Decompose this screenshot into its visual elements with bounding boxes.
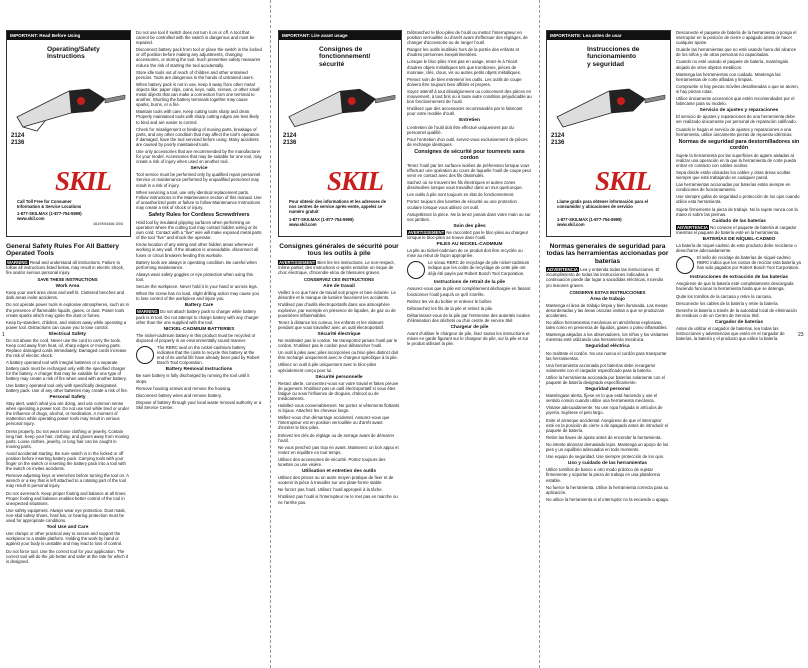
- english-screw-1: Know location of any wiring and other hidden areas whenever working in any wall. If the situation is unavoidable, disconnect all fuses or circuit breakers feeding this worksite.: [136, 242, 259, 258]
- spanish-page: [546, 30, 802, 660]
- spanish-personal-5: Use equipo de seguridad. Use siempre protección de los ojos.: [546, 454, 665, 460]
- french-screw-2: Les outils à pile sont toujours en état de fonctionnement.: [407, 192, 515, 198]
- french-personal-5: Utilisez des accessoires de sécurité. Portez toujours des lunettes ou une visière.: [278, 456, 386, 467]
- french-models: 2124 2136: [283, 133, 297, 146]
- spanish-tool-3: Desconecte el paquete de batería de la herramienta o ponga el interruptor en la posición de cierre o apagado antes de hacer cualquier ajuste.: [676, 30, 797, 46]
- french-h-battery: Soin des piles: [453, 223, 486, 229]
- rbrc-seal-icon: [136, 346, 154, 364]
- english-removal-2: Disconnect battery wires and remove battery.: [136, 392, 222, 398]
- screwdriver-tool-icon: [9, 77, 129, 133]
- french-page: [278, 30, 532, 660]
- spanish-tool-6: Mantenga las herramientas con cuidado. Mantenga las herramientas de corte afiladas y limpias.: [676, 71, 781, 82]
- english-page: [6, 30, 262, 660]
- english-personal-4: Do not overreach. Keep proper footing and balance at all times. Proper footing and balance enables better control of the tool in unexpected situations.: [6, 490, 127, 506]
- spanish-tool-7: Compruebe si hay piezas móviles desalineadas o que se atoren, si hay piezas rotas.: [676, 83, 800, 94]
- french-tool-3: Débranchez le bloc-piles de l'outil ou mettez l'interrupteur en position verrouillée ou d'arrêt avant d'effectuer des réglages, de changer d'accessoire ou de ranger l'outil.: [407, 30, 528, 46]
- english-phone: 1-877-SKILMAX (1-877-754-5999) www.skil.com: [17, 211, 82, 221]
- english-tool-7: Check for misalignment or binding of moving parts, breakage of parts, and any other condition that may affect the tool's operation. If damaged, have the tool serviced before using. Many accidents are caused by poorly maintained tools.: [136, 126, 261, 147]
- spanish-tool-8: Utilice únicamente accesorios que estén recomendados por el fabricante para su modelo.: [676, 96, 795, 107]
- page-number-right: 23: [798, 332, 804, 338]
- french-nicad-text: La pile au nickel-cadmium de ce produit doit être recyclée ou mise au rebut de façon appropriée.: [407, 248, 523, 259]
- french-tool-6: Prenez soin de bien entretenir les outils. Les outils de coupe doivent être toujours bien affûtés et propres.: [407, 76, 522, 87]
- spanish-h-work: Área de trabajo: [590, 296, 625, 302]
- english-screw-3: Always wear safety goggles or eye protection when using this tool.: [136, 271, 254, 282]
- rbrc-seal-icon: [407, 261, 425, 279]
- spanish-models: 2124 2136: [551, 133, 565, 146]
- english-elec-2: Use battery operated tool only with specifically designated battery pack. Use of any other batteries may create a risk of fire.: [6, 382, 129, 393]
- spanish-screw-2: Las herramientas accionadas por baterías están siempre en condiciones de funcionamiento.: [676, 182, 791, 193]
- english-removal-0: Be sure battery is fully discharged by running the tool until it stops.: [136, 373, 250, 384]
- french-removal-1: Retirez les vis du boîtier et enlevez le boîtier.: [407, 298, 493, 304]
- spanish-phone: 1-877-SKILMAX (1-877-754-5999) www.skil.com: [557, 217, 622, 227]
- french-banner: IMPORTANT: Lire avant usage: [279, 31, 401, 40]
- spanish-battery-warning: No conecte el paquete de batería al cargador mientras el paquete de batería esté en la herramienta.: [676, 224, 797, 235]
- spanish-personal-3: Retire las llaves de ajuste antes de encender la herramienta.: [546, 434, 662, 440]
- english-service-0: Tool service must be performed only by qualified repair personnel. Service or maintenance performed by unqualified personnel may result in a risk of injury.: [136, 172, 262, 188]
- spanish-elec-0: No maltrate el cordón. No use nunca el cordón para transportar las herramientas.: [546, 350, 667, 361]
- spanish-removal-0: Asegúrese de que la batería esté completamente descargada haciendo funcionar la herramienta hasta que se detenga.: [676, 281, 794, 292]
- french-personal-3: Enlevez les clés de réglage ou de serrage avant de démarrer l'outil.: [278, 432, 395, 443]
- french-work-2: Tenez à distance les curieux, les enfants et les visiteurs pendant que vous travaillez avec un outil électroportatif.: [278, 319, 385, 330]
- spanish-warning-text: Lea y entienda todas las instrucciones. El incumplimiento de todas las instrucciones indicadas a continuación puede dar lugar a sacudidas eléctricas, incendio y/o lesiones graves.: [546, 267, 664, 288]
- english-h-service: Service: [190, 166, 208, 172]
- spanish-tool-4: Guarde las herramientas que no esté usando fuera del alcance de los niños y de otras personas no capacitadas.: [676, 47, 797, 58]
- english-tool-4: Store idle tools out of reach of children and other untrained persons. Tools are dangerous in the hands of untrained users.: [136, 69, 254, 80]
- english-h-removal: Battery Removal Instructions: [165, 367, 233, 373]
- english-tool-2: Do not use tool if switch does not turn it on or off. A tool that cannot be controlled with the switch is dangerous and must be repaired.: [136, 30, 255, 46]
- spanish-cover-title: Instrucciones de funcionamiento y seguridad: [587, 46, 640, 68]
- spanish-removal-3: Deseche la batería a través de la autoridad local de eliminación de residuos o de un Centro de Servicio Skil.: [676, 307, 797, 318]
- english-rbrc-text: The RBRC seal on the nickel-cadmium battery indicates that the costs to recycle this battery at the end of its useful life have already been paid by Robert Bosch Tool Corporation.: [157, 344, 260, 366]
- spanish-skil-logo: SKIL: [595, 166, 652, 196]
- spanish-rbrc-text: El sello de reciclaje de baterías de níquel-cadmio RBRC indica que los costos de reciclar esta batería ya han sido pagados por Robert Bosch Tool Corporation.: [697, 255, 801, 271]
- spanish-tool-5: Cuando no esté usando el paquete de batería, manténgalo alejado de otros objetos metálicos.: [676, 59, 789, 70]
- english-work-1: Do not operate power tools in explosive atmospheres, such as in the presence of flammable liquids, gases, or dust. Power tools create sparks which may ignite the dust or fumes.: [6, 302, 129, 318]
- french-warning-text: Bien lire les instructions. Le non-respect, même partiel, des instructions ci-après entraîne un risque de choc électrique, d'incendie et/ou de blessures graves.: [278, 259, 395, 275]
- french-tool-2: N'utilisez pas l'outil si l'interrupteur ne le met pas en marche ou ne l'arrête pas.: [278, 494, 398, 505]
- english-warning-text: Read and understand all instructions. Failure to follow all instructions listed below, may result in electric shock, fire and/or serious personal injury.: [6, 259, 124, 275]
- spanish-screw-0: Sujete la herramienta por las superficies de agarre aisladas al realizar una operación en la que la herramienta de corte pueda entrar en contacto con cables ocultos.: [676, 152, 796, 168]
- french-save: CONSERVEZ CES INSTRUCTIONS: [303, 277, 375, 283]
- english-h-elec: Electrical Safety: [48, 331, 87, 337]
- spanish-h-screwdriver: Normas de seguridad para destornilladores sin cordón: [678, 138, 800, 151]
- spanish-col-1: [546, 242, 669, 660]
- french-service-1: Pour l'entretien d'un outil, servez-vous exclusivement de pièces de rechange identiques.: [407, 136, 528, 147]
- french-call-free: Pour obtenir des informations et les adresses de nos centres de service après-vente, appelez ce numéro gratuit: [289, 199, 387, 214]
- fold-line-1: [270, 0, 271, 668]
- spanish-battery-warning-label: ADVERTENCIA: [677, 224, 709, 230]
- english-tool-1: Do not force tool. Use the correct tool for your application. The correct tool will do the job better and safer at the rate for which it is designed.: [6, 548, 129, 564]
- english-models: 2124 2136: [11, 133, 25, 146]
- english-screw-4: Secure the workpiece. Never hold it in your hand or across legs.: [136, 284, 258, 290]
- spanish-h-elec: Seguridad eléctrica: [585, 344, 630, 350]
- french-col-2: [407, 30, 532, 660]
- french-screw-1: Sachez où se trouvent les fils électriques et autres zones dissimulées lorsque vous travaillez dans un mur quelconque.: [407, 180, 523, 191]
- spanish-charge-text: Antes de utilizar el cargador de baterías, lea todas las instrucciones y advertencias que estén en el cargador de baterías, la batería y el producto que utilice la batería.: [676, 326, 785, 342]
- french-h-charge: Chargeur de pile: [450, 325, 489, 331]
- english-service-1: When servicing a tool, use only identical replacement parts. Follow instructions in the Maintenance section of this manual. Use of unauthorized parts or failure to follow Maintenance Instructions may create a risk of shock or injury.: [136, 189, 262, 210]
- french-nicad-title: PILES AU NICKEL-CADMIUM: [436, 242, 503, 248]
- french-personal-2: Méfiez-vous d'un démarrage accidentel. Assurez-vous que l'interrupteur est en position verrouillée ou d'arrêt avant d'insérer le bloc-piles.: [278, 415, 390, 431]
- french-h-tool: Utilisation et entretien des outils: [301, 469, 377, 475]
- english-work-0: Keep your work area clean and well lit. Cluttered benches and dark areas invite accidents.: [6, 290, 124, 301]
- french-removal-3: Débarrassez-vous de la pile par l'entremise des autorités locales d'élimination des déchets ou d'un centre de service Skil.: [407, 312, 530, 323]
- spanish-h-tool: Uso y cuidado de las herramientas: [567, 461, 648, 467]
- french-battery-warning-label: AVERTISSEMENT: [408, 229, 445, 235]
- english-h-work: Work Area: [55, 284, 80, 290]
- french-phone: 1-877-SKILMAX (1-877-754-5999) www.skil.com: [289, 217, 354, 227]
- english-tool-3: Disconnect battery pack from tool or place the switch in the locked or off position before making any adjustments, changing accessories, or storing the tool. Such preventive safety measures reduce the risk of starting the tool accidentally.: [136, 47, 262, 68]
- page-number-left: 1: [2, 332, 5, 338]
- french-elec-1: Un outil à piles avec piles incorporées ou bloc-piles distinct doit être rechargé uniquement avec le chargeur spécifique à la pile.: [278, 350, 399, 361]
- english-cover-title: Operating/Safety Instructions: [47, 46, 100, 61]
- french-removal-2: Débranchez les fils de la pile et retirez la pile.: [407, 305, 494, 311]
- spanish-removal-1: Quite los tornillos de la carcasa y retire la carcasa.: [676, 293, 773, 299]
- spanish-tool-0: Utilice tornillos de banco u otro modo práctico de sujetar firmemente y soportar la pieza de trabajo en una plataforma estable.: [546, 467, 660, 483]
- french-warning-label: AVERTISSEMENT: [279, 259, 316, 265]
- english-battery-warning-label: WARNING: [137, 309, 158, 315]
- french-service-0: L'entretien de l'outil doit être effectué uniquement par du personnel qualifié.: [407, 124, 514, 135]
- english-tool-8: Use only accessories that are recommended by the manufacturer for your model. Accessories that may be suitable for one tool, may create a risk of injury when used on another tool.: [136, 148, 262, 165]
- spanish-col-2: [676, 30, 802, 660]
- spanish-tool-2: No utilice la herramienta si el interruptor no la enciende o apaga.: [546, 496, 669, 502]
- english-battery-warning: Do not attach battery pack to charger while battery pack is in tool. Do not attempt to charge battery with any charger other than the one supplied with the tool.: [136, 309, 259, 325]
- spanish-elec-2: Utilice la herramienta accionada por baterías solamente con el paquete de batería designado específicamente.: [546, 374, 665, 385]
- french-tool-8: N'utilisez que des accessoires recommandés par le fabricant pour votre modèle d'outil.: [407, 106, 523, 117]
- spanish-save: CONSERVE ESTAS INSTRUCCIONES: [569, 289, 646, 295]
- english-screw-0: Hold tool by insulated gripping surfaces when performing an operation where the cutting tool may contact hidden wiring or its own cord. Contact with a "live" wire will make exposed metal parts of the tool "live" and shock the operator.: [136, 220, 262, 241]
- english-personal-1: Dress properly. Do not wear loose clothing or jewelry. Contain long hair. Keep your hair, clothing, and gloves away from moving parts. Loose clothes, jewelry, or long hair can be caught in moving parts.: [6, 428, 129, 449]
- english-elec-1: A battery operated tool with integral batteries or a separate battery pack must be recharged only with the specified charger for the battery. A charger that may be suitable for one type of battery may create a risk of fire when used with another battery.: [6, 360, 127, 381]
- french-personal-0: Restez alerte, concentrez-vous sur votre travail et faites preuve de jugement. N'utilisez pas un outil électroportatif si vous êtes fatigué ou sous l'influence de drogues, d'alcool ou de médicaments.: [278, 380, 399, 401]
- spanish-tool-1: No fuerce la herramienta. Utilice la herramienta correcta para su aplicación.: [546, 484, 669, 495]
- english-save: SAVE THESE INSTRUCTIONS: [37, 277, 98, 283]
- english-personal-3: Remove adjusting keys or wrenches before turning the tool on. A wrench or a key that is left attached to a rotating part of the tool may result in personal injury.: [6, 473, 129, 489]
- english-nicad-text: The nickel-cadmium battery in this product must be recycled or disposed of properly in an environmentally sound manner.: [136, 332, 256, 343]
- french-h-service: Entretien: [459, 118, 480, 124]
- spanish-personal-4: No intente alcanzar demasiado lejos. Mantenga un apoyo de los pies y un equilibrio adecuados en todo momento.: [546, 441, 669, 453]
- french-skil-logo: SKIL: [327, 166, 384, 196]
- spanish-call-free: Llame gratis para obtener información para el consumidor y ubicaciones de servicio: [557, 199, 648, 209]
- french-col-1: [278, 242, 400, 660]
- french-cover-title: Consignes de fonctionnement/ sécurité: [319, 46, 371, 68]
- english-tool-5: When battery pack is not in use, keep it away from other metal objects like: paper clips, coins, keys, nails, screws, or other small metal objects that can make a connection from one terminal to another. Shorting the battery terminals together may cause sparks, burns, or a fire.: [136, 81, 260, 108]
- french-cover: [278, 30, 402, 237]
- french-h-screwdriver: Consignes de sécurité pour tournevis sans cordon: [414, 148, 525, 161]
- french-battery-warning: Ne raccordez pas le bloc-piles au chargeur lorsque le bloc-piles se trouve dans l'outil.: [407, 229, 529, 240]
- spanish-personal-0: Manténgase alerta, fíjese en lo que está haciendo y use el sentido común cuando utilice una herramienta mecánica.: [546, 393, 658, 404]
- english-col-2: [136, 30, 262, 660]
- french-h-removal: Instructions de retrait de la pile: [433, 280, 506, 286]
- english-screw-5: When the screw has no load, slight drilling action may cause you to lose control of the workpiece and injure you.: [136, 291, 260, 302]
- spanish-section-title: Normas generales de seguridad para todas las herramientas accionadas por baterías: [546, 243, 669, 265]
- spanish-removal-2: Desconecte los cables de la batería y retire la batería.: [676, 300, 779, 306]
- spanish-h-charge: Cargador de baterías: [715, 319, 763, 325]
- english-tool-6: Maintain tools with care. Keep cutting tools sharp and clean. Properly maintained tools with sharp cutting edges are less likely to bind and are easier to control.: [136, 109, 260, 125]
- screwdriver-tool-icon: [549, 77, 669, 133]
- english-h-tool: Tool Use and Care: [46, 525, 89, 531]
- spanish-screw-1: Sepa dónde están ubicados los cables y otras áreas ocultas siempre que esté trabajando en cualquier pared.: [676, 169, 791, 181]
- french-tool-5: Lorsque le bloc-piles n'est pas en usage, tenez-le à l'écart d'autres objets métalliques tels que trombones, pièces de monnaie, clés, clous, vis ou autres petits objets métalliques.: [407, 59, 521, 75]
- french-h-personal: Sécurité personnelle: [315, 374, 363, 380]
- english-work-2: Keep by-standers, children, and visitors away while operating a power tool. Distractions can cause you to lose control.: [6, 319, 127, 330]
- english-personal-0: Stay alert, watch what you are doing, and use common sense when operating a power tool. Do not use tool while tired or under the influence of drugs, alcohol, or medication. A moment of inattention while operating power tools may result in serious personal injury.: [6, 401, 129, 427]
- french-rbrc-text: Le sceau RBRC de recyclage de pile nickel-cadmium indique que les coûts de recyclage de cette pile ont déjà été payés par Robert Bosch Tool Corporation.: [428, 260, 530, 276]
- french-work-0: Veillez à ce que l'aire de travail soit propre et bien éclairée. Le désordre et le manque de lumière favorisent les accidents.: [278, 290, 396, 301]
- english-col-1: [6, 242, 129, 660]
- spanish-elec-1: Una herramienta accionada por baterías debe recargarse solamente con el cargador especificado para la batería.: [546, 362, 656, 373]
- spanish-nicad-text: La batería de níquel-cadmio de este producto debe reciclarse o desecharse adecuadamente.: [676, 243, 797, 254]
- spanish-nicad-title: BATERÍAS DE NÍQUEL-CADMIO: [702, 237, 776, 242]
- english-personal-2: Avoid accidental starting. Be sure switch is in the locked or off position before inserting battery pack. Carrying tools with your finger on the switch or inserting the battery pack into a tool with the switch on invites accidents.: [6, 450, 126, 472]
- french-elec-2: Utilisez un outil à pile uniquement avec le bloc-piles spécialement conçu pour lui.: [278, 362, 377, 373]
- spanish-banner: IMPORTANTE: Lea antes de usar: [547, 31, 670, 40]
- english-removal-1: Remove housing screws and remove the housing.: [136, 385, 232, 391]
- english-part-number: 1619X04466 3/04: [93, 222, 123, 226]
- french-elec-0: Ne maltraitez pas le cordon. Ne transportez jamais l'outil par le cordon. N'utilisez pas le cordon pour débrancher l'outil.: [278, 338, 398, 349]
- spanish-personal-2: Evite el arranque accidental. Asegúrese de que el interruptor esté en la posición de cierre o de apagado antes de introducir el paquete de batería.: [546, 417, 669, 433]
- spanish-service-0: El servicio de ajustes y reparaciones de una herramienta debe ser realizado únicamente por personal de reparación calificado.: [676, 114, 797, 125]
- english-skil-logo: SKIL: [55, 166, 112, 196]
- french-personal-1: Habillez-vous convenablement. Ne portez ni vêtements flottants ni bijoux. Attachez les cheveux longs.: [278, 403, 400, 414]
- french-work-1: N'utilisez pas d'outils électroportatifs dans une atmosphère explosive, par exemple en présence de liquides, de gaz ou de poussières inflammables.: [278, 302, 396, 318]
- english-tool-0: Use clamps or other practical way to secure and support the workpiece to a stable platform. Holding the work by hand or against your body is unstable and may lead to loss of control.: [6, 531, 123, 547]
- english-warning-label: WARNING: [7, 259, 28, 265]
- english-h-screwdriver: Safety Rules for Cordless Screwdrivers: [148, 212, 250, 218]
- english-section-title: General Safety Rules For All Battery Operated Tools: [6, 243, 119, 258]
- french-personal-4: Ne vous penchez pas trop en avant. Maintenez un bon appui et restez en équilibre en tout temps.: [278, 444, 399, 455]
- english-cover: [6, 30, 131, 237]
- spanish-cover: [546, 30, 671, 237]
- english-call-free: Call Toll Free for Consumer Information & Service Locations: [17, 199, 82, 209]
- spanish-h-personal: Seguridad personal: [585, 387, 630, 393]
- english-personal-5: Use safety equipment. Always wear eye protection. Dust mask, non-skid safety shoes, hard hat, or hearing protection must be used for appropriate conditions.: [6, 507, 126, 524]
- spanish-h-removal: Instrucciones de extracción de las baterías: [689, 275, 789, 281]
- fold-line-2: [539, 0, 540, 668]
- spanish-personal-1: Vístase adecuadamente. No use ropa holgada ni artículos de joyería. Sujétese el pelo largo.: [546, 405, 663, 416]
- rbrc-seal-icon: [676, 256, 694, 274]
- french-tool-0: Utilisez des pinces ou un autre moyen pratique de fixer et de soutenir la pièce à travailler sur une plate-forme stable.: [278, 475, 394, 486]
- french-removal-0: Assurez-vous que la pile est complètement déchargée en faisant fonctionner l'outil jusqu'à ce qu'il s'arrête.: [407, 286, 531, 297]
- english-banner: IMPORTANT: Read Before Using: [7, 31, 130, 40]
- french-h-work: Aire de travail: [323, 284, 355, 290]
- spanish-work-2: Mantenga alejados a los observadores, los niños y los visitantes mientras esté utilizando una herramienta mecánica.: [546, 332, 669, 343]
- french-tool-4: Rangez les outils inutilisés hors de la portée des enfants et d'autres personnes inexpérimentées.: [407, 47, 520, 58]
- english-h-personal: Personal Safety: [49, 394, 86, 400]
- english-removal-3: Dispose of battery through your local waste removal authority or a Skil Service Center.: [136, 399, 262, 410]
- english-elec-0: Do not abuse the cord. Never use the cord to carry the tools. Keep cord away from heat, oil, sharp edges or moving parts. Replace damaged cords immediately. Damaged cords increase the risk of electric shock.: [6, 338, 127, 359]
- french-tool-7: Soyez attentif à tout désalignement ou coincement des pièces en mouvement, à tout bris ou à toute autre condition préjudiciable au bon fonctionnement de l'outil.: [407, 88, 532, 105]
- french-screw-0: Tenez l'outil par les surfaces isolées de préhension lorsque vous effectuez une opération au cours de laquelle l'outil de coupe peut venir en contact avec des fils dissimulés.: [407, 162, 531, 179]
- english-nicad-title: NICKEL-CADMIUM BATTERIES: [163, 326, 235, 332]
- screwdriver-tool-icon: [281, 77, 399, 133]
- english-h-battery: Battery Care: [184, 303, 214, 309]
- spanish-work-1: No utilice herramientas mecánicas en atmósferas explosivas, tales como en presencia de líquidos, gases o polvo inflamables.: [546, 320, 668, 331]
- spanish-h-service: Servicio de ajustes y reparaciones: [699, 108, 779, 114]
- spanish-screw-4: Sujete firmemente la pieza de trabajo. No la sujete nunca con la mano ni sobre las piernas.: [676, 206, 798, 217]
- french-h-elec: Sécurité électrique: [317, 331, 361, 337]
- french-section-title: Consignes générales de sécurité pour tous les outils à pile: [279, 243, 399, 258]
- french-screw-3: Portez toujours des lunettes de sécurité ou une protection oculaire lorsque vous utilisez cet outil.: [407, 199, 517, 210]
- spanish-service-1: Cuando le hagan el servicio de ajustes y reparaciones a una herramienta, utilice únicamente piezas de repuesto idénticas.: [676, 126, 793, 137]
- spanish-screw-3: Use siempre gafas de seguridad o protección de los ojos cuando utilice esta herramienta.: [676, 194, 800, 205]
- french-screw-4: Assujettissez la pièce. Ne la tenez jamais dans votre main ou sur vos jambes.: [407, 211, 531, 222]
- french-tool-1: Ne forcez pas l'outil. Utilisez l'outil approprié à la tâche.: [278, 487, 383, 493]
- french-charge-text: Avant d'utiliser le chargeur de pile, lisez toutes les instructions et mises en garde figurant sur le chargeur de pile, sur la pile et sur le produit utilisant la pile.: [407, 331, 530, 347]
- spanish-h-battery: Cuidado de las baterías: [712, 218, 766, 224]
- spanish-warning-label: ADVERTENCIA: [547, 267, 579, 273]
- english-screw-2: Battery tools are always in operating condition. Be careful when performing maintenance.: [136, 259, 257, 270]
- spanish-work-0: Mantenga el área de trabajo limpia y bien iluminada. Las mesas desordenadas y las áreas oscuras invitan a que se produzcan accidentes.: [546, 302, 668, 318]
